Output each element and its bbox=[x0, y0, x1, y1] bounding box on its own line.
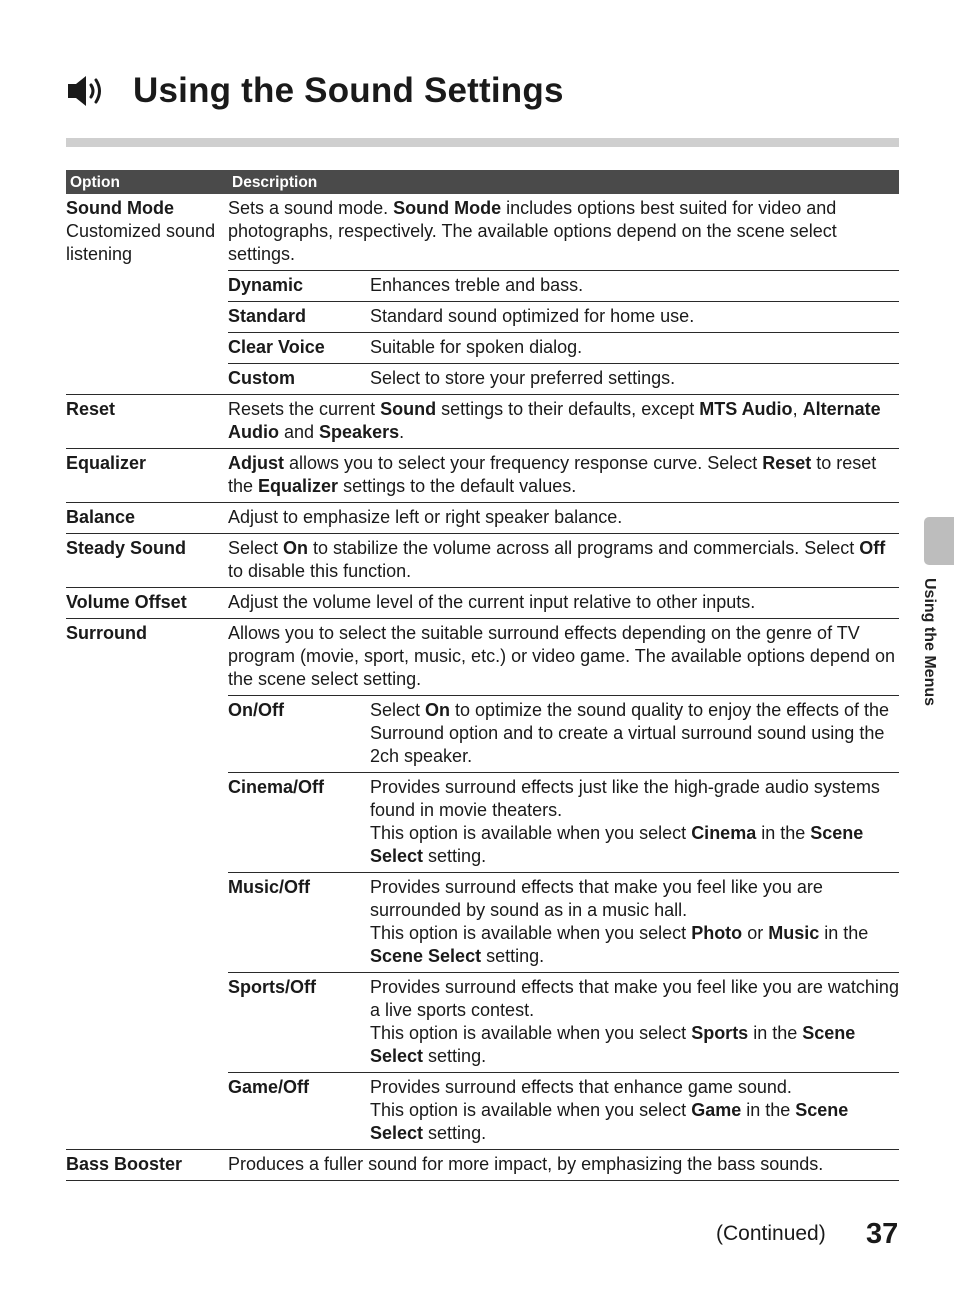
option-cell bbox=[66, 395, 228, 448]
bold-term: Sound Mode bbox=[393, 198, 502, 218]
text-run: This option is available when you select bbox=[370, 1100, 692, 1120]
text-run: Enhances treble and bass. bbox=[370, 275, 584, 295]
text-run: Adjust to emphasize left or right speaker balance. bbox=[228, 507, 623, 527]
sub-option-description bbox=[370, 364, 899, 394]
option-cell bbox=[66, 588, 228, 618]
option-name: Surround bbox=[66, 623, 147, 643]
text-run: to optimize the sound quality to enjoy the effects of the Surround option and to create a virtual surround sound using the 2ch speaker. bbox=[370, 700, 889, 766]
side-section-label bbox=[917, 578, 943, 738]
text-run: This option is available when you select bbox=[370, 823, 692, 843]
sub-option-name: Dynamic bbox=[228, 275, 304, 295]
table-row bbox=[66, 503, 899, 534]
sub-option-name: Custom bbox=[228, 368, 295, 388]
sub-option-name: Sports/Off bbox=[228, 977, 316, 997]
text-run: This option is available when you select bbox=[370, 923, 692, 943]
table-header bbox=[66, 170, 899, 194]
option-name: Reset bbox=[66, 399, 116, 419]
sub-option-description bbox=[370, 271, 899, 301]
sub-option-description bbox=[370, 973, 899, 1072]
description-cell bbox=[228, 588, 899, 618]
sub-option-description bbox=[370, 873, 899, 972]
bold-term: On bbox=[283, 538, 309, 558]
text-run: in the bbox=[741, 1100, 796, 1120]
table-row bbox=[66, 619, 899, 1150]
table-row bbox=[66, 194, 899, 395]
option-cell bbox=[66, 1150, 228, 1180]
description-cell bbox=[228, 534, 899, 587]
text-run: Standard sound optimized for home use. bbox=[370, 306, 695, 326]
bold-term: Sports bbox=[691, 1023, 749, 1043]
table-row bbox=[66, 449, 899, 503]
bold-term: Game bbox=[691, 1100, 742, 1120]
bold-term: Cinema bbox=[691, 823, 757, 843]
bold-term: Off bbox=[859, 538, 886, 558]
description-cell bbox=[228, 449, 899, 502]
description-text bbox=[228, 503, 899, 533]
text-run: Allows you to select the suitable surround effects depending on the genre of TV program (movie, sport, music, etc.) or video game. The available options depend on the scene select setting. bbox=[228, 623, 896, 689]
sub-option-name: On/Off bbox=[228, 700, 284, 720]
text-run: Resets the current bbox=[228, 399, 381, 419]
text-run: Provides surround effects that make you feel like you are surrounded by sound as in a music hall. bbox=[370, 877, 823, 920]
description-cell bbox=[228, 395, 899, 448]
bold-term: Scene Select bbox=[370, 1100, 849, 1143]
text-run: allows you to select your frequency response curve. Select bbox=[284, 453, 763, 473]
table-body bbox=[66, 194, 899, 1181]
sub-option-name: Cinema/Off bbox=[228, 777, 325, 797]
text-run: . bbox=[399, 422, 405, 442]
page-number: 37 bbox=[866, 1218, 899, 1250]
description-cell bbox=[228, 619, 899, 1149]
title-rule bbox=[66, 138, 899, 147]
description-cell bbox=[228, 503, 899, 533]
bold-term: Alternate Audio bbox=[228, 399, 881, 442]
description-text bbox=[228, 619, 899, 695]
sub-option-row bbox=[228, 301, 899, 332]
sub-option-row bbox=[228, 695, 899, 772]
sub-option-row bbox=[228, 1072, 899, 1149]
bold-term: Scene Select bbox=[370, 823, 864, 866]
section-tab bbox=[924, 517, 954, 565]
text-run: Sets a sound mode. bbox=[228, 198, 394, 218]
sub-option-description bbox=[370, 696, 899, 772]
text-run: Adjust the volume level of the current input relative to other inputs. bbox=[228, 592, 756, 612]
bold-term: Photo bbox=[691, 923, 743, 943]
description-text bbox=[228, 1150, 899, 1180]
bold-term: Adjust bbox=[228, 453, 284, 473]
sub-option-row bbox=[228, 972, 899, 1072]
option-name: Steady Sound bbox=[66, 538, 187, 558]
sub-option-row bbox=[228, 872, 899, 972]
option-cell bbox=[66, 449, 228, 502]
text-run: or bbox=[742, 923, 769, 943]
text-run: , bbox=[792, 399, 803, 419]
text-run: includes options best suited for video and photographs, respectively. The available options depend on the scene select settings. bbox=[228, 198, 837, 264]
text-run: in the bbox=[748, 1023, 803, 1043]
column-header-option: Option bbox=[70, 173, 120, 191]
table-row bbox=[66, 1150, 899, 1181]
description-text bbox=[228, 449, 899, 502]
text-run: setting. bbox=[423, 1046, 487, 1066]
sub-option-row bbox=[228, 270, 899, 301]
option-cell bbox=[66, 194, 228, 394]
description-text bbox=[228, 588, 899, 618]
description-text bbox=[228, 534, 899, 587]
text-run: Select bbox=[370, 700, 426, 720]
bold-term: Speakers bbox=[319, 422, 400, 442]
text-run: Provides surround effects that make you feel like you are watching a live sports contest. bbox=[370, 977, 899, 1020]
settings-table bbox=[66, 170, 899, 1181]
text-run: in the bbox=[756, 823, 811, 843]
option-name: Equalizer bbox=[66, 453, 147, 473]
option-subtitle: Customized sound listening bbox=[66, 221, 216, 264]
text-run: Provides surround effects just like the high-grade audio systems found in movie theaters. bbox=[370, 777, 880, 820]
description-cell bbox=[228, 194, 899, 394]
column-header-description: Description bbox=[232, 173, 318, 191]
sub-option-description bbox=[370, 773, 899, 872]
sub-option-description bbox=[370, 333, 899, 363]
bold-term: Sound bbox=[380, 399, 437, 419]
bold-term: On bbox=[425, 700, 451, 720]
title-row bbox=[66, 66, 564, 116]
text-run: and bbox=[279, 422, 320, 442]
bold-term: Scene Select bbox=[370, 1023, 856, 1066]
text-run: Provides surround effects that enhance game sound. bbox=[370, 1077, 792, 1097]
table-row bbox=[66, 588, 899, 619]
bold-term: MTS Audio bbox=[699, 399, 793, 419]
sub-option-row bbox=[228, 332, 899, 363]
text-run: in the bbox=[819, 923, 869, 943]
sub-option-name: Game/Off bbox=[228, 1077, 310, 1097]
text-run: This option is available when you select bbox=[370, 1023, 692, 1043]
sub-option-name: Standard bbox=[228, 306, 307, 326]
option-name: Bass Booster bbox=[66, 1154, 183, 1174]
text-run: to stabilize the volume across all programs and commercials. Select bbox=[308, 538, 860, 558]
text-run: Suitable for spoken dialog. bbox=[370, 337, 583, 357]
text-run: to reset the bbox=[228, 453, 877, 496]
option-cell bbox=[66, 503, 228, 533]
description-cell bbox=[228, 1150, 899, 1180]
table-row bbox=[66, 534, 899, 588]
description-text bbox=[228, 194, 899, 270]
sub-option-row bbox=[228, 363, 899, 394]
option-name: Balance bbox=[66, 507, 136, 527]
page-title: Using the Sound Settings bbox=[133, 71, 564, 110]
side-section-text: Using the Menus bbox=[921, 578, 938, 707]
text-run: settings to the default values. bbox=[338, 476, 577, 496]
bold-term: Equalizer bbox=[258, 476, 339, 496]
description-text bbox=[228, 395, 899, 448]
option-cell bbox=[66, 619, 228, 1149]
bold-term: Reset bbox=[762, 453, 812, 473]
text-run: setting. bbox=[423, 846, 487, 866]
text-run: Select to store your preferred settings. bbox=[370, 368, 676, 388]
sub-option-name: Music/Off bbox=[228, 877, 311, 897]
option-name: Volume Offset bbox=[66, 592, 187, 612]
sub-option-description bbox=[370, 1073, 899, 1149]
text-run: Select bbox=[228, 538, 284, 558]
sub-option-name: Clear Voice bbox=[228, 337, 325, 357]
option-name: Sound Mode bbox=[66, 198, 174, 218]
text-run: to disable this function. bbox=[228, 561, 412, 581]
text-run: setting. bbox=[423, 1123, 487, 1143]
speaker-icon bbox=[66, 71, 106, 111]
text-run: Produces a fuller sound for more impact, by emphasizing the bass sounds. bbox=[228, 1154, 824, 1174]
continued-label: (Continued) bbox=[716, 1222, 826, 1245]
text-run: setting. bbox=[481, 946, 545, 966]
table-row bbox=[66, 395, 899, 449]
sub-option-description bbox=[370, 302, 899, 332]
option-cell bbox=[66, 534, 228, 587]
bold-term: Scene Select bbox=[370, 946, 482, 966]
text-run: settings to their defaults, except bbox=[436, 399, 700, 419]
sub-option-row bbox=[228, 772, 899, 872]
bold-term: Music bbox=[768, 923, 820, 943]
